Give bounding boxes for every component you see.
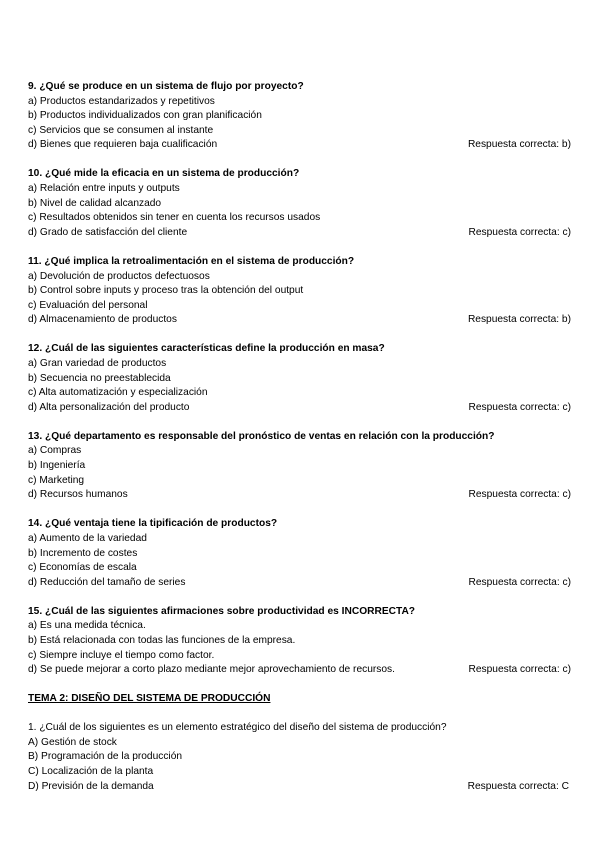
option-d-text: d) Grado de satisfacción del cliente	[28, 226, 188, 238]
option-d-text: D) Previsión de la demanda	[28, 780, 154, 792]
question-title: 10. ¿Qué mide la eficacia en un sistema de producción?	[28, 168, 300, 180]
option-d	[28, 488, 574, 503]
correct-answer: Respuesta correcta: c)	[468, 489, 571, 501]
question-title: 1. ¿Cuál de los siguientes es un elemento estratégico del diseño del sistema de producción?	[28, 722, 447, 734]
option-c: c) Siempre incluye el tiempo como factor.	[28, 649, 215, 661]
option-b: b) Nivel de calidad alcanzado	[28, 197, 162, 209]
option-d	[28, 401, 574, 416]
section-question-1	[28, 721, 574, 794]
option-a: a) Devolución de productos defectuosos	[28, 270, 210, 282]
option-c: c) Servicios que se consumen al instante	[28, 124, 214, 136]
option-b: b) Productos individualizados con gran planificación	[28, 110, 262, 122]
option-a: a) Compras	[28, 445, 82, 457]
option-b: b) Está relacionada con todas las funciones de la empresa.	[28, 635, 296, 646]
question-title: 12. ¿Cuál de las siguientes características define la producción en masa?	[28, 343, 385, 355]
question-title: 11. ¿Qué implica la retroalimentación en el sistema de producción?	[28, 255, 355, 267]
correct-answer: Respuesta correcta: b)	[467, 139, 571, 151]
correct-answer: Respuesta correcta: c)	[468, 576, 571, 588]
correct-answer: Respuesta correcta: c)	[468, 664, 571, 676]
option-d	[28, 138, 574, 153]
question-title: 9. ¿Qué se produce en un sistema de flujo por proyecto?	[28, 81, 304, 92]
option-a: a) Es una medida técnica.	[28, 620, 146, 632]
option-d-text: d) Se puede mejorar a corto plazo mediante mejor aprovechamiento de recursos.	[28, 664, 395, 676]
correct-answer: Respuesta correcta: c)	[468, 226, 571, 238]
question-10	[28, 167, 574, 240]
option-d-text: d) Reducción del tamaño de series	[28, 576, 186, 588]
option-c: c) Evaluación del personal	[28, 299, 148, 311]
option-d-text: d) Recursos humanos	[28, 489, 128, 501]
option-a: a) Aumento de la variedad	[28, 532, 147, 544]
option-d	[28, 576, 574, 591]
question-title: 14. ¿Qué ventaja tiene la tipificación de productos?	[28, 518, 278, 530]
option-a: a) Relación entre inputs y outputs	[28, 183, 180, 195]
option-a: A) Gestión de stock	[28, 736, 117, 748]
question-15	[28, 605, 574, 678]
option-b: b) Ingeniería	[28, 460, 86, 472]
option-c: c) Marketing	[28, 474, 85, 486]
option-d	[28, 780, 574, 795]
correct-answer: Respuesta correcta: b)	[467, 314, 571, 326]
option-d-text: d) Bienes que requieren baja cualificación	[28, 139, 218, 151]
option-b: b) Control sobre inputs y proceso tras la obtención del output	[28, 285, 304, 297]
option-d	[28, 226, 574, 241]
question-title: 15. ¿Cuál de las siguientes afirmaciones sobre productividad es INCORRECTA?	[28, 605, 416, 617]
option-d-text: d) Alta personalización del producto	[28, 401, 190, 413]
question-title: 13. ¿Qué departamento es responsable del pronóstico de ventas en relación con la producción?	[28, 430, 495, 442]
option-b: B) Programación de la producción	[28, 751, 183, 763]
option-a: a) Productos estandarizados y repetitivos	[28, 95, 215, 107]
option-c: c) Resultados obtenidos sin tener en cuenta los recursos usados	[28, 212, 321, 224]
correct-answer: Respuesta correcta: C	[467, 780, 569, 792]
question-12	[28, 342, 574, 415]
option-d	[28, 663, 574, 678]
question-11	[28, 255, 574, 328]
correct-answer: Respuesta correcta: c)	[468, 401, 571, 413]
option-c: C) Localización de la planta	[28, 766, 154, 778]
option-b: b) Incremento de costes	[28, 547, 138, 559]
option-b: b) Secuencia no preestablecida	[28, 372, 171, 384]
option-c: c) Alta automatización y especialización	[28, 387, 208, 399]
option-a: a) Gran variedad de productos	[28, 358, 167, 369]
question-14	[28, 517, 574, 590]
option-d	[28, 313, 574, 328]
question-13	[28, 430, 574, 503]
question-9	[28, 80, 574, 153]
document-page	[28, 80, 574, 809]
option-c: c) Economías de escala	[28, 562, 137, 574]
section-title: TEMA 2: DISEÑO DEL SISTEMA DE PRODUCCIÓN	[28, 693, 271, 705]
option-d-text: d) Almacenamiento de productos	[28, 314, 177, 326]
